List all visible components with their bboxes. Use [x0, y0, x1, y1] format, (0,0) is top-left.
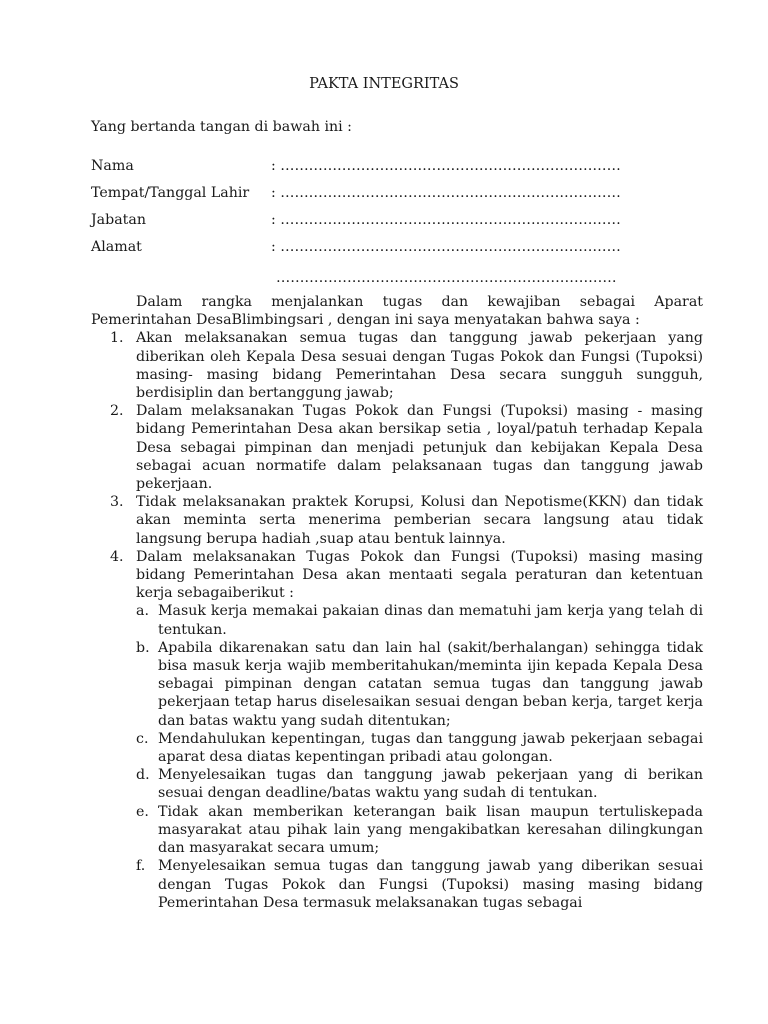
list-item	[91, 493, 703, 548]
address-continuation: ………………………………………………………………	[276, 270, 617, 286]
item-number: 4.	[110, 548, 124, 565]
sub-item-text: Apabila dikarenakan satu dan lain hal (sakit/berhalangan) sehingga tidak bisa masuk kerja wajib memberitahukan/meminta ijin kepada Kepala Desa sebagai pimpinan dengan catatan semua tugas dan tanggung jawab pekerjaan tetap harus diselesaikan sesuai dengan beban kerja, target kerja dan batas waktu yang sudah ditentukan;	[158, 639, 703, 729]
sub-item-letter: a.	[136, 603, 149, 620]
sub-list-item	[136, 602, 703, 638]
sub-list-item	[136, 639, 703, 730]
sub-item-text: Masuk kerja memakai pakaian dinas dan mematuhi jam kerja yang telah di tentukan.	[158, 603, 703, 638]
sub-item-text: Menyelesaikan tugas dan tanggung jawab pekerjaan yang di berikan sesuai dengan deadline/batas waktu yang sudah di tentukan.	[158, 767, 703, 802]
field-row-jabatan	[91, 211, 691, 238]
lettered-list	[136, 602, 703, 911]
sub-item-letter: d.	[136, 767, 150, 784]
list-item	[91, 402, 703, 493]
item-text: Dalam melaksanakan Tugas Pokok dan Fungsi (Tupoksi) masing - masing bidang Pemerintahan Desa akan bersikap setia , loyal/patuh terhadap Kepala Desa sebagai pimpinan dan menjadi petunjuk dan kebijakan Kepala Desa sebagai acuan normatife dalam pelaksanaan tugas dan tanggung jawab pekerjaan.	[136, 403, 703, 493]
list-item	[91, 548, 703, 912]
document-title: PAKTA INTEGRITAS	[309, 76, 459, 92]
identity-fields	[91, 157, 691, 286]
list-item	[91, 329, 703, 402]
item-text: Tidak melaksanakan praktek Korupsi, Kolusi dan Nepotisme(KKN) dan tidak akan meminta serta menerima pemberian secara langsung atau tidak langsung berupa hadiah ,suap atau bentuk lainnya.	[136, 494, 703, 547]
field-label: Alamat	[91, 239, 142, 255]
numbered-list	[91, 329, 703, 912]
field-label: Jabatan	[91, 212, 146, 228]
field-value: : ………………………………………………………………	[271, 212, 621, 228]
document-body	[91, 293, 703, 912]
field-row-nama	[91, 157, 691, 184]
item-text: Dalam melaksanakan Tugas Pokok dan Fungsi (Tupoksi) masing masing bidang Pemerintahan Desa akan mentaati segala peraturan dan ketentuan kerja sebagaiberikut :	[136, 548, 703, 602]
sub-item-letter: f.	[136, 858, 146, 875]
item-number: 3.	[110, 494, 124, 511]
item-number: 1.	[110, 330, 124, 347]
field-row-tempat-tanggal-lahir	[91, 184, 691, 211]
field-row-alamat	[91, 238, 691, 265]
item-text: Akan melaksanakan semua tugas dan tanggung jawab pekerjaan yang diberikan oleh Kepala Desa sesuai dengan Tugas Pokok dan Fungsi (Tupoksi) masing- masing bidang Pemerintahan Desa secara sungguh sungguh, berdisiplin dan bertanggung jawab;	[136, 330, 703, 402]
intro-text: Yang bertanda tangan di bawah ini :	[91, 119, 352, 135]
sub-list-item	[136, 857, 703, 912]
field-value: : ………………………………………………………………	[271, 185, 621, 201]
sub-item-text: Tidak akan memberikan keterangan baik lisan maupun tertuliskepada masyarakat atau pihak lain yang mengakibatkan keresahan dilingkungan dan masyarakat secara umum;	[158, 803, 703, 857]
sub-list-item	[136, 803, 703, 858]
sub-list-item	[136, 766, 703, 802]
field-value: : ………………………………………………………………	[271, 239, 621, 255]
opening-paragraph: Dalam rangka menjalankan tugas dan kewajiban sebagai Aparat Pemerintahan DesaBlimbingsari , dengan ini saya menyatakan bahwa saya :	[91, 294, 703, 329]
sub-item-letter: e.	[136, 803, 149, 820]
sub-item-letter: c.	[136, 730, 149, 747]
field-value: : ………………………………………………………………	[271, 158, 621, 174]
sub-item-text: Mendahulukan kepentingan, tugas dan tanggung jawab pekerjaan sebagai aparat desa diatas kepentingan pribadi atau golongan.	[158, 730, 703, 766]
field-label: Tempat/Tanggal Lahir	[91, 185, 250, 201]
sub-list-item	[136, 730, 703, 766]
item-number: 2.	[110, 403, 124, 420]
sub-item-letter: b.	[136, 639, 150, 656]
field-label: Nama	[91, 158, 134, 174]
sub-item-text: Menyelesaikan semua tugas dan tanggung jawab yang diberikan sesuai dengan Tugas Pokok dan Fungsi (Tupoksi) masing masing bidang Pemerintahan Desa termasuk melaksanakan tugas sebagai	[158, 858, 703, 911]
